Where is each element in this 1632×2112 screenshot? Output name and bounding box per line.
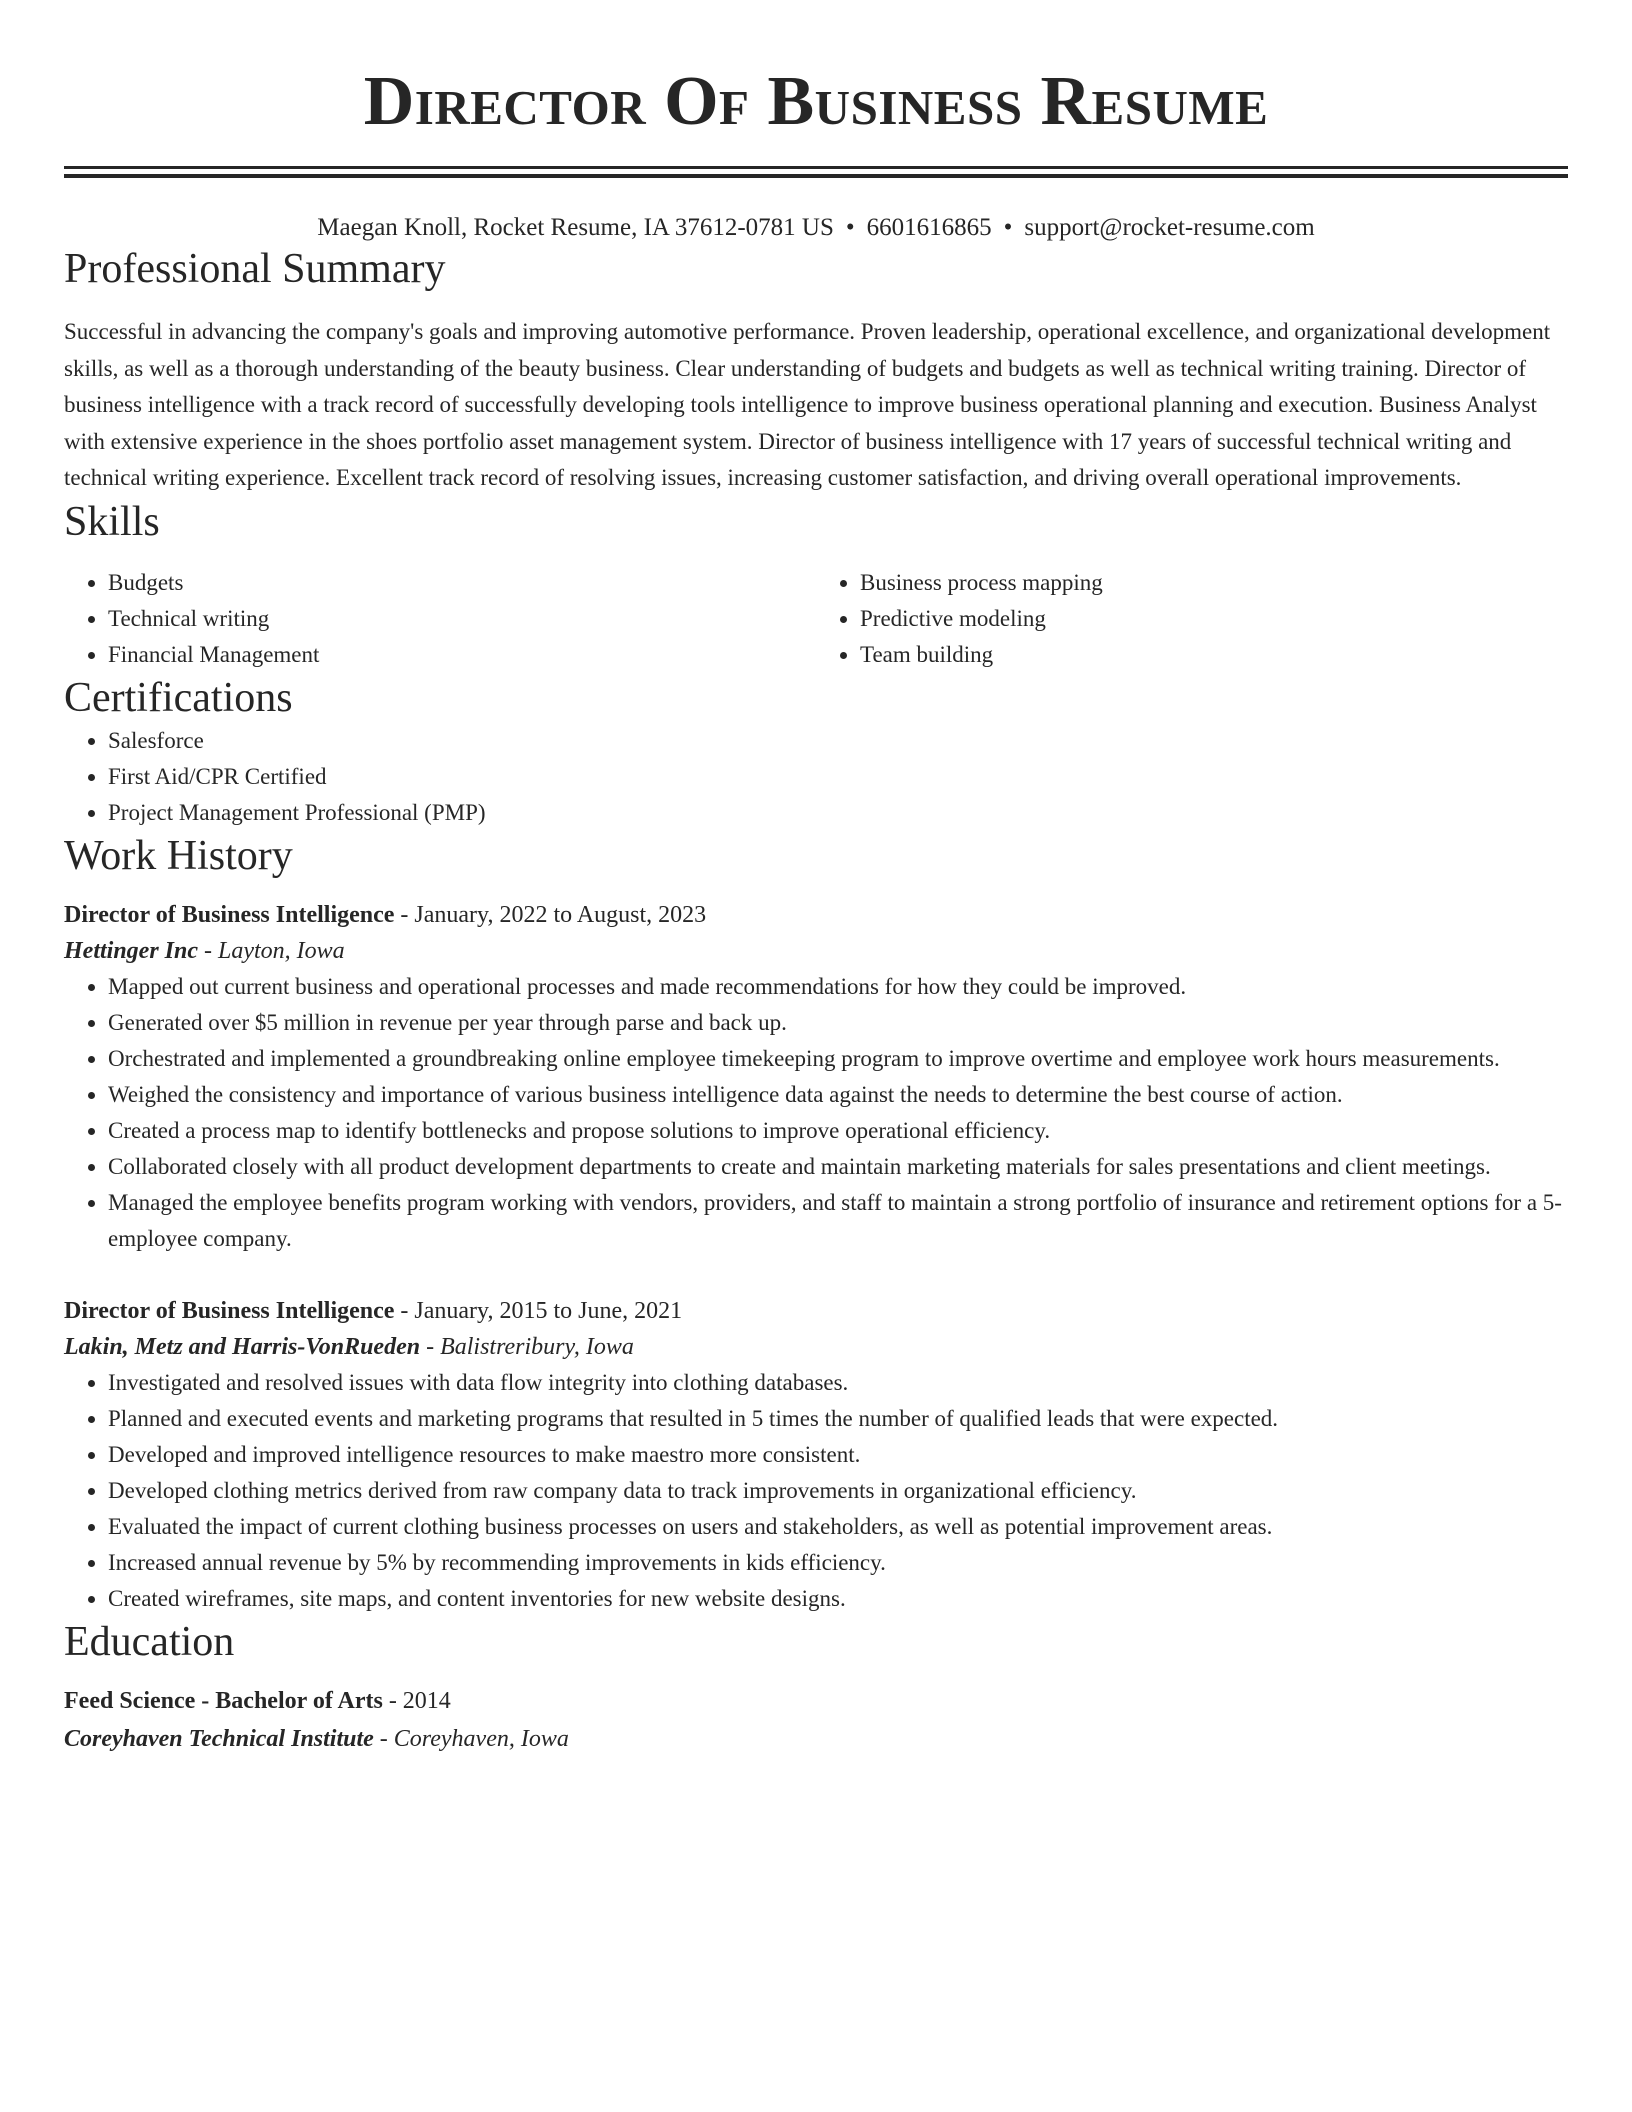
job-bullet: • Created a process map to identify bottlenecks and propose solutions to improve operational efficiency.	[108, 1113, 1568, 1149]
education-year: - 2014	[382, 1687, 451, 1714]
resume-title: Director Of Business Resume	[363, 63, 1269, 140]
education-school: Coreyhaven Technical Institute	[64, 1725, 374, 1752]
certification-item: • Project Management Professional (PMP)	[108, 795, 1568, 831]
job-bullets	[64, 969, 1568, 1257]
education-heading: Education	[64, 1618, 235, 1665]
skills-list-right	[816, 565, 1568, 673]
job-bullet: • Developed and improved intelligence resources to make maestro more consistent.	[108, 1437, 1568, 1473]
job-location: - Layton, Iowa	[198, 937, 345, 964]
skill-item: • Technical writing	[108, 601, 816, 637]
contact-phone: 6601616865	[866, 214, 992, 241]
job-title: Director of Business Intelligence	[64, 901, 395, 928]
certifications-heading: Certifications	[64, 674, 293, 721]
education-degree: Feed Science - Bachelor of Arts	[64, 1687, 383, 1714]
job-bullet: • Investigated and resolved issues with data flow integrity into clothing databases.	[108, 1365, 1568, 1401]
skill-item: • Predictive modeling	[860, 601, 1568, 637]
job-bullets	[64, 1365, 1568, 1617]
skill-item: • Budgets	[108, 565, 816, 601]
contact-address: Maegan Knoll, Rocket Resume, IA 37612-0781 US	[317, 214, 834, 241]
job-bullet: • Planned and executed events and marketing programs that resulted in 5 times the number of qualified leads that were expected.	[108, 1401, 1568, 1437]
job-entry	[64, 897, 1568, 1257]
job-bullet: • Weighed the consistency and importance of various business intelligence data against the needs to determine the best course of action.	[108, 1077, 1568, 1113]
certifications-list	[64, 723, 1568, 831]
job-dates: - January, 2022 to August, 2023	[394, 901, 707, 928]
skills-heading: Skills	[64, 498, 160, 545]
job-bullet: • Developed clothing metrics derived from raw company data to track improvements in organizational efficiency.	[108, 1473, 1568, 1509]
title-divider-bottom	[64, 174, 1568, 178]
skills-grid	[64, 565, 1568, 673]
job-company: Lakin, Metz and Harris-VonRueden	[64, 1333, 421, 1360]
job-dates: - January, 2015 to June, 2021	[394, 1297, 683, 1324]
job-company-line	[64, 1329, 1568, 1365]
skills-list-left	[64, 565, 816, 673]
job-bullet: • Increased annual revenue by 5% by recommending improvements in kids efficiency.	[108, 1545, 1568, 1581]
skill-item: • Business process mapping	[860, 565, 1568, 601]
title-divider-top	[64, 166, 1568, 169]
education-degree-line	[64, 1681, 1568, 1721]
job-bullet: • Managed the employee benefits program working with vendors, providers, and staff to maintain a strong portfolio of insurance and retirement options for a 5-employee company.	[108, 1185, 1568, 1257]
contact-line	[64, 212, 1568, 244]
job-bullet: • Evaluated the impact of current clothing business processes on users and stakeholders, as well as potential improvement areas.	[108, 1509, 1568, 1545]
job-company: Hettinger Inc	[64, 937, 199, 964]
certification-item: • Salesforce	[108, 723, 1568, 759]
summary-text: Successful in advancing the company's goals and improving automotive performance. Proven leadership, operational excellence, and organizational development skills, as well as a thorough understanding of the beauty business. Clear understanding of budgets and budgets as well as technical writing training. Director of business intelligence with a track record of successfully developing tools intelligence to improve business operational planning and execution. Business Analyst with extensive experience in the shoes portfolio asset management system. Director of business intelligence with 17 years of successful technical writing and technical writing experience. Excellent track record of resolving issues, increasing customer satisfaction, and driving overall operational improvements.	[64, 319, 1551, 491]
job-bullet: • Generated over $5 million in revenue per year through parse and back up.	[108, 1005, 1568, 1041]
contact-separator: •	[1003, 214, 1013, 241]
education-location: - Coreyhaven, Iowa	[373, 1725, 569, 1752]
work-history-heading: Work History	[64, 832, 293, 879]
job-entry	[64, 1293, 1568, 1617]
certification-item: • First Aid/CPR Certified	[108, 759, 1568, 795]
job-bullet: • Collaborated closely with all product development departments to create and maintain marketing materials for sales presentations and client meetings.	[108, 1149, 1568, 1185]
job-bullet: • Orchestrated and implemented a groundbreaking online employee timekeeping program to improve overtime and employee work hours measurements.	[108, 1041, 1568, 1077]
summary-heading: Professional Summary	[64, 246, 446, 292]
skill-item: • Team building	[860, 637, 1568, 673]
job-bullet: • Mapped out current business and operational processes and made recommendations for how they could be improved.	[108, 969, 1568, 1005]
job-title-line	[64, 897, 1568, 933]
skill-item: • Financial Management	[108, 637, 816, 673]
job-title-line	[64, 1293, 1568, 1329]
job-company-line	[64, 933, 1568, 969]
job-bullet: • Created wireframes, site maps, and content inventories for new website designs.	[108, 1581, 1568, 1617]
education-school-line	[64, 1721, 1568, 1757]
contact-email: support@rocket-resume.com	[1024, 214, 1315, 241]
job-location: - Balistreribury, Iowa	[420, 1333, 634, 1360]
contact-separator: •	[845, 214, 855, 241]
job-title: Director of Business Intelligence	[64, 1297, 395, 1324]
